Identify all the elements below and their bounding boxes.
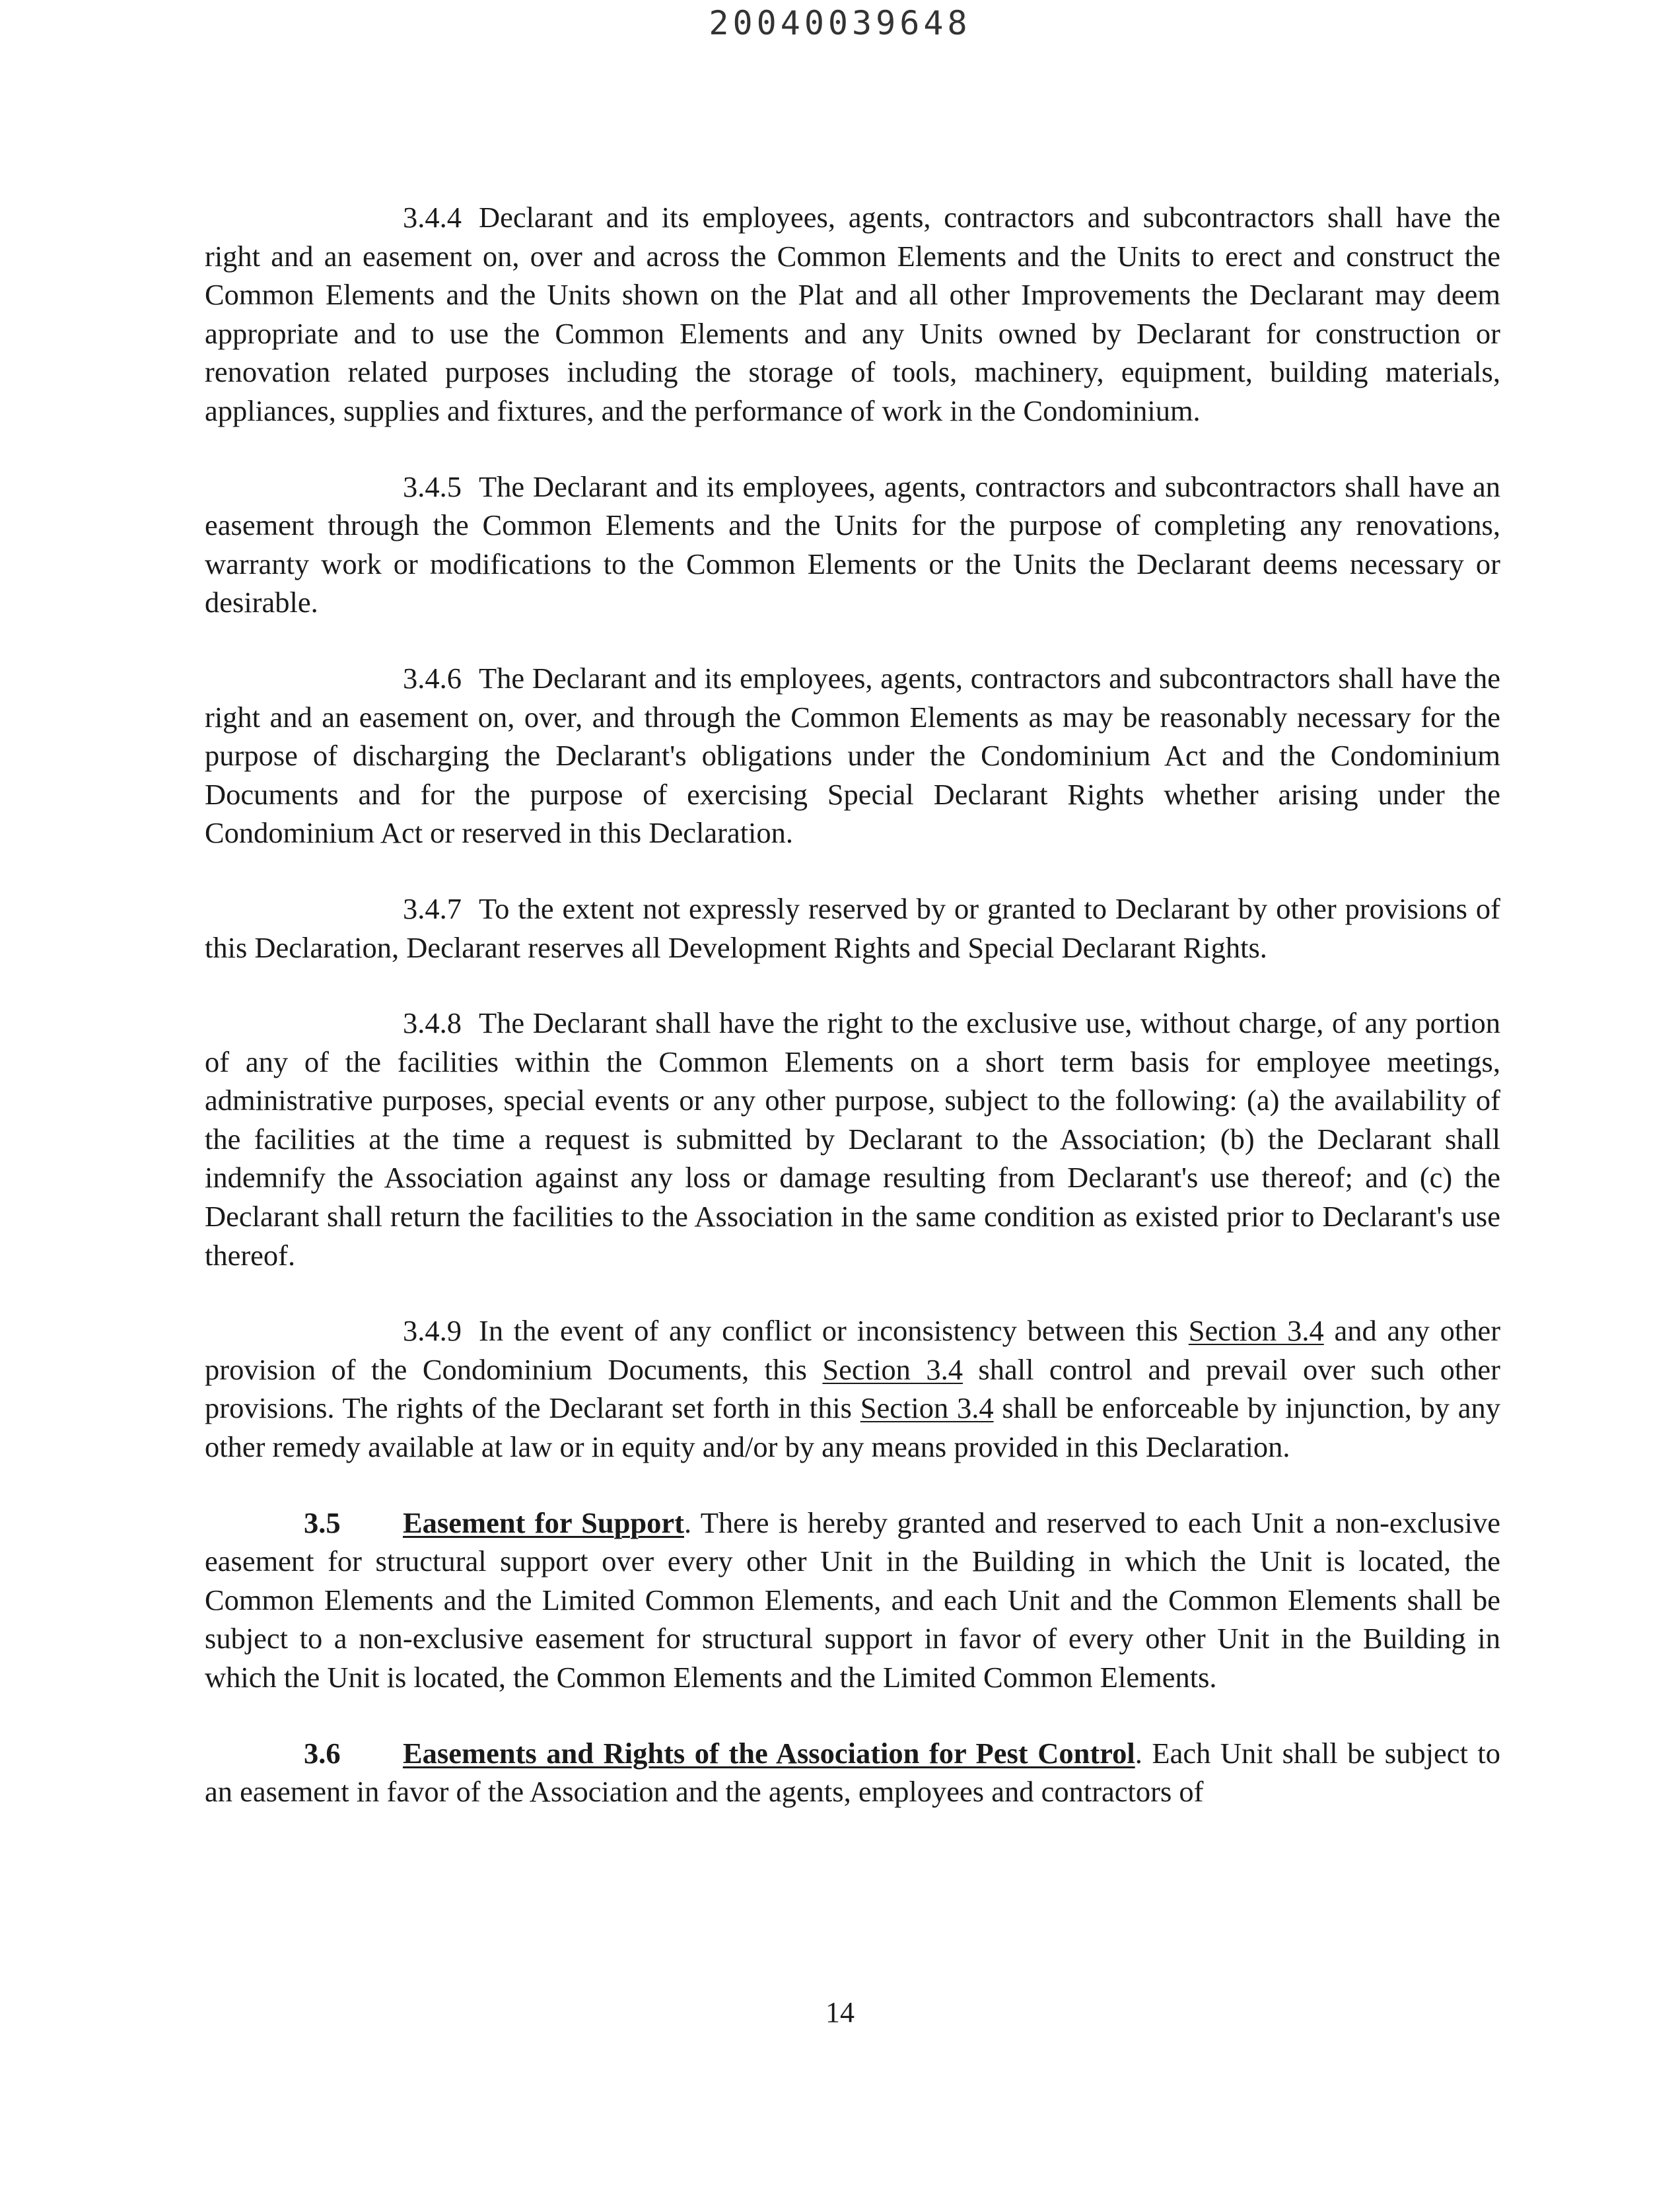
paragraph-text: The Declarant and its employees, agents, contractors and subcontractors shall have the right and an easement on, over, and through the Common Elements as may be reasonably necessary for the purpose of discharging the Declarant's obligations under the Condominium Act and the Condominium Documents and for the purpose of exercising Special Declarant Rights whether arising under the Condominium Act or reserved in this Declaration. <box>205 661 1500 850</box>
paragraph-text: shall be enforceable by injunction, by any other remedy available at law or in equity and/or by any means provided in this Declaration. <box>205 1391 1501 1464</box>
paragraph-text: In the event of any conflict or inconsistency between this <box>479 1314 1178 1348</box>
section-reference: Section 3.4 <box>822 1352 963 1386</box>
paragraph-text: The Declarant shall have the right to the exclusive use, without charge, of any portion of any of the facilities within the Common Elements on a short term basis for employee meetings, administrative purposes, special events or any other purpose, subject to the following: (a) the availability of the facilities at the time a request is submitted by Declarant to the Association; (b) the Declarant shall indemnify the Association against any loss or damage resulting from Declarant's use thereof; and (c) the Declarant shall return the facilities to the Association in the same condition as existed prior to Declarant's use thereof. <box>205 1006 1500 1272</box>
paragraph-number: 3.4.4 <box>403 201 462 234</box>
paragraph-3-4-8 <box>205 1004 1500 1274</box>
section-number: 3.6 <box>304 1736 341 1770</box>
paragraph-number: 3.4.5 <box>403 469 462 503</box>
page-body <box>205 198 1500 1811</box>
page-number: 14 <box>825 1996 855 2029</box>
paragraph-text: Each Unit shall be subject to an easement in favor of the Association and the agents, employees and contractors of <box>205 1736 1501 1809</box>
paragraph-text: Declarant and its employees, agents, contractors and subcontractors shall have the right and an easement on, over and across the Common Elements and the Units to erect and construct the Common Elements and the Units shown on the Plat and all other Improvements the Declarant may deem appropriate and to use the Common Elements and any Units owned by Declarant for construction or renovation related purposes including the storage of tools, machinery, equipment, building materials, appliances, supplies and fixtures, and the performance of work in the Condominium. <box>205 201 1500 427</box>
paragraph-text: There is hereby granted and reserved to each Unit a non-exclusive easement for structural support over every other Unit in the Building in which the Unit is located, the Common Elements and the Limited Common Elements, and each Unit and the Common Elements shall be subject to a non-exclusive easement for structural support in favor of every other Unit in the Building in which the Unit is located, the Common Elements and the Limited Common Elements. <box>205 1506 1500 1694</box>
paragraph-3-4-7 <box>205 889 1500 967</box>
section-heading: Easements and Rights of the Association for Pest Control <box>403 1736 1135 1770</box>
paragraph-number: 3.4.6 <box>403 661 462 695</box>
paragraph-3-4-9 <box>205 1311 1500 1466</box>
paragraph-3-4-6 <box>205 659 1500 852</box>
paragraph-text: shall control and prevail over such other provisions. The rights of the Declarant set forth in this <box>205 1352 1500 1425</box>
section-3-5: 3.5 Easement for Support. There is hereby granted and reserved to each Unit a non-exclusive easement for structural support over every other Unit in the Building in which the Unit is located, the Common Elements and the Limited Common Elements, and each Unit and the Common Elements shall be subject to a non-exclusive easement for structural support in favor of every other Unit in the Building in which the Unit is located, the Common Elements and the Limited Common Elements. <box>205 1504 1500 1697</box>
section-reference: Section 3.4 <box>1188 1314 1324 1348</box>
paragraph-number: 3.4.9 <box>403 1314 462 1348</box>
section-3-6: 3.6 Easements and Rights of the Association for Pest Control. Each Unit shall be subject to an easement in favor of the Association and the agents, employees and contractors of <box>205 1734 1500 1811</box>
section-reference: Section 3.4 <box>860 1391 994 1425</box>
paragraph-number: 3.4.8 <box>403 1006 462 1040</box>
paragraph-text: To the extent not expressly reserved by or granted to Declarant by other provisions of this Declaration, Declarant reserves all Development Rights and Special Declarant Rights. <box>205 891 1500 964</box>
paragraph-number: 3.4.7 <box>403 891 462 925</box>
section-number: 3.5 <box>304 1506 341 1539</box>
paragraph-text: and any other provision of the Condominium Documents, this <box>205 1314 1501 1386</box>
document-number: 20040039648 <box>709 4 971 42</box>
paragraph-text: The Declarant and its employees, agents, contractors and subcontractors shall have an easement through the Common Elements and the Units for the purpose of completing any renovations, warranty work or modifications to the Common Elements or the Units the Declarant deems necessary or desirable. <box>205 469 1500 619</box>
paragraph-3-4-4 <box>205 198 1500 431</box>
paragraph-3-4-5 <box>205 468 1500 622</box>
section-heading: Easement for Support <box>403 1506 684 1539</box>
